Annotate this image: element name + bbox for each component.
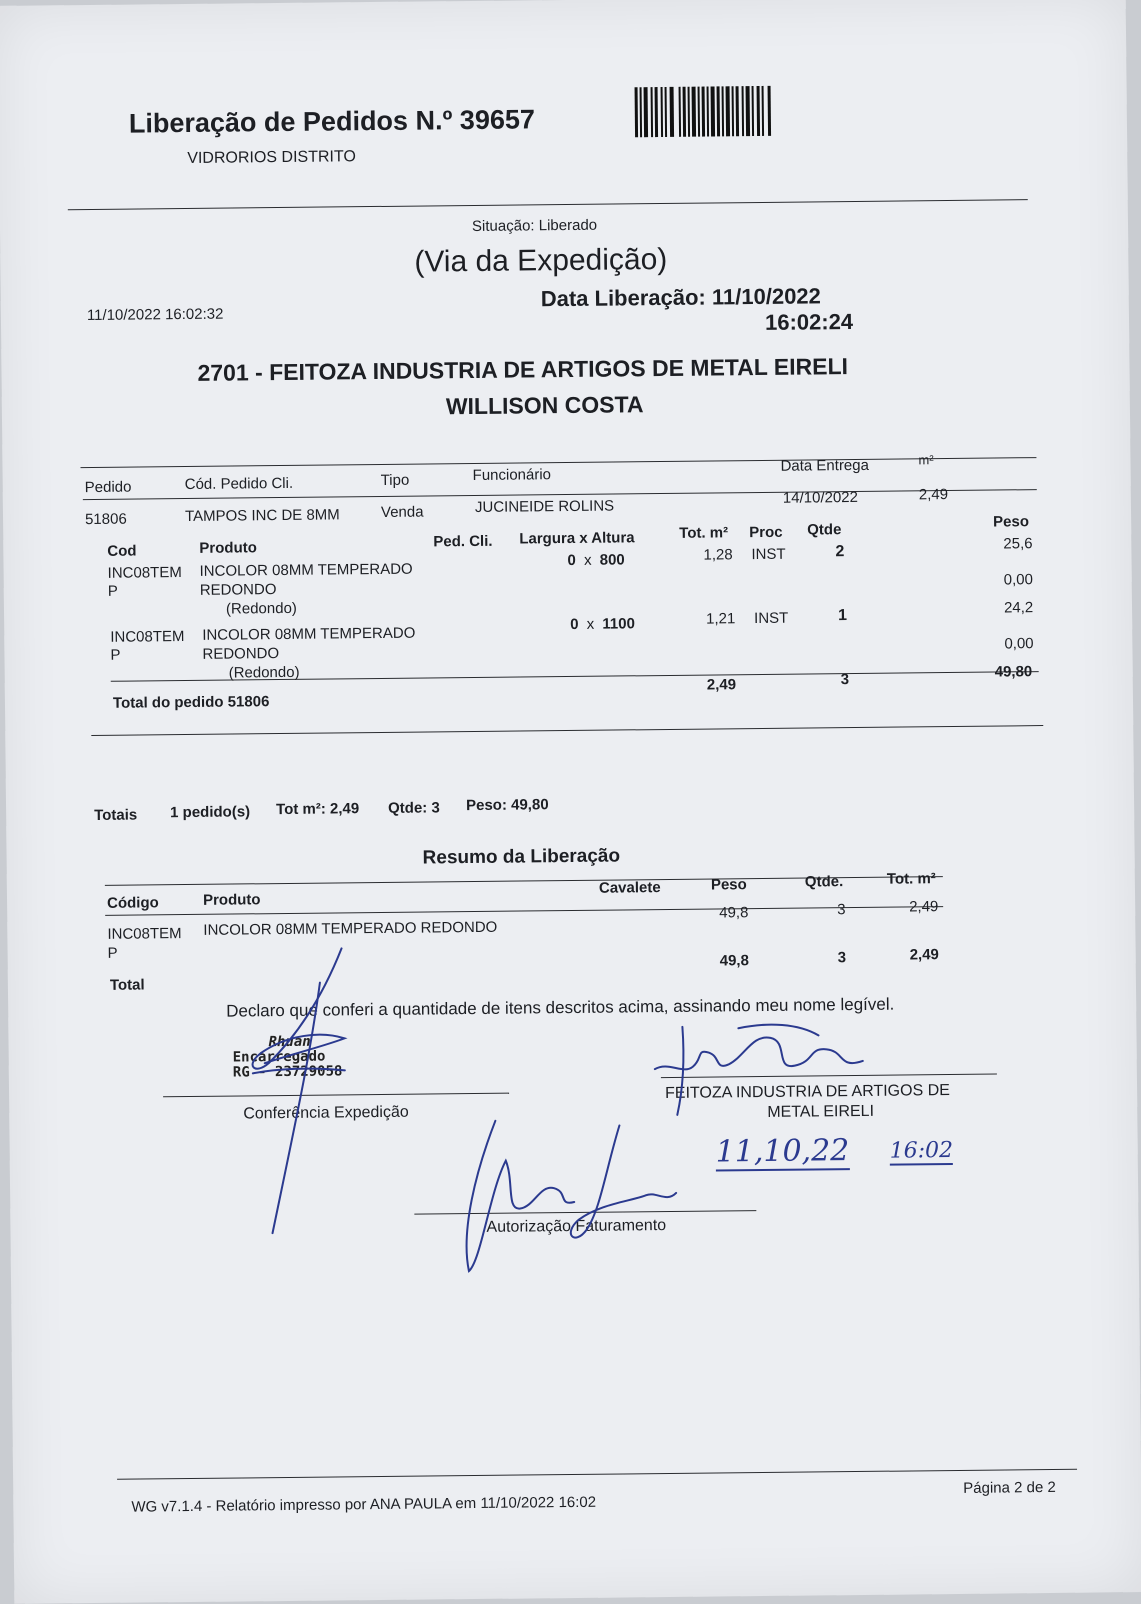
item-altura: 1100 (602, 615, 635, 633)
item-produto-line2: REDONDO (199, 581, 277, 599)
item-col-ped-cli: Ped. Cli. (433, 532, 493, 551)
autorizacao-signature-scribble (449, 1109, 691, 1282)
item-produto-line2: REDONDO (202, 645, 280, 663)
item-qtde: 1 (838, 607, 848, 625)
col-tipo: Tipo (380, 471, 410, 489)
summary-col-cavalete: Cavalete (598, 879, 661, 897)
order-pedido: 51806 (84, 510, 127, 529)
item-col-cod: Cod (107, 542, 137, 560)
handwritten-date: 11,10,22 (715, 1133, 850, 1170)
summary-codigo-line1: INC08TEM (107, 925, 182, 943)
item-proc: INST (754, 609, 789, 628)
order-m2: 2,49 (918, 486, 949, 504)
item-proc: INST (751, 545, 786, 564)
summary-peso: 49,8 (719, 904, 749, 922)
item-cod (110, 628, 185, 665)
totals-tot-m2: Tot m²: 2,49 (276, 800, 360, 819)
barcode (635, 86, 806, 138)
summary-col-tot-m2: Tot. m² (886, 870, 936, 888)
item-col-peso: Peso (993, 513, 1030, 531)
item-col-tot-m2: Tot. m² (679, 524, 729, 542)
via-title: (Via da Expedição) (414, 242, 668, 279)
order-data-entrega: 14/10/2022 (782, 488, 859, 507)
company-label-line1: FEITOZA INDUSTRIA DE ARTIGOS DE (665, 1082, 950, 1103)
company-subtitle: VIDRORIOS DISTRITO (187, 148, 356, 167)
col-funcionario: Funcionário (472, 466, 552, 485)
status-text: Situação: Liberado (471, 216, 598, 235)
summary-total-label: Total (109, 976, 145, 994)
autorizacao-label: Autorização Faturamento (486, 1217, 667, 1236)
totals-pedidos: 1 pedido(s) (170, 803, 251, 822)
order-top-rule (80, 457, 1036, 468)
summary-produto: INCOLOR 08MM TEMPERADO REDONDO (203, 918, 498, 939)
item-produto (199, 560, 413, 619)
order-total-label: Total do pedido 51806 (112, 693, 270, 712)
item-largura: 0 (567, 551, 576, 570)
summary-col-produto: Produto (202, 891, 261, 909)
stamp-role: Encarregado (232, 1048, 326, 1066)
summary-codigo-line2: P (107, 944, 118, 962)
release-date (541, 283, 821, 312)
col-data-entrega: Data Entrega (780, 456, 870, 475)
summary-tot-m2: 2,49 (909, 898, 939, 916)
item-cod-line1: INC08TEM (110, 628, 185, 646)
item-peso-sub: 0,00 (1004, 635, 1034, 653)
col-m2: m² (918, 452, 934, 468)
item-col-produto: Produto (199, 539, 257, 557)
item-cod-line2: P (107, 582, 118, 600)
summary-codigo (107, 924, 182, 963)
stamp-rg: RG - 23729058 (232, 1063, 343, 1081)
item-altura: 800 (599, 551, 625, 569)
summary-qtde: 3 (837, 901, 846, 919)
handwritten-time: 16:02 (889, 1138, 954, 1164)
item-produto (202, 624, 416, 683)
item-cod (108, 564, 183, 601)
order-bottom-rule (91, 725, 1043, 736)
item-dimensions (570, 615, 635, 633)
summary-total-qtde: 3 (837, 949, 847, 967)
item-dimensions (567, 551, 624, 569)
col-pedido: Pedido (84, 478, 132, 497)
totals-peso: Peso: 49,80 (465, 796, 549, 815)
summary-total-peso: 49,8 (719, 952, 749, 970)
item-produto-line1: INCOLOR 08MM TEMPERADO (199, 560, 413, 580)
footer-page-number: Página 2 de 2 (963, 1478, 1056, 1497)
conferencia-signature-scribble (223, 942, 386, 1244)
client-name: 2701 - FEITOZA INDUSTRIA DE ARTIGOS DE METAL EIRELI (197, 353, 849, 386)
item-peso-sub: 0,00 (1003, 571, 1034, 589)
release-date-value: 11/10/2022 (711, 283, 821, 310)
order-cod-pedido-cli: TAMPOS INC DE 8MM (184, 506, 340, 526)
item-peso: 24,2 (1003, 599, 1034, 617)
totals-label: Totais (94, 806, 138, 824)
order-total-qtde: 3 (840, 671, 850, 689)
order-total-tot-m2: 2,49 (706, 676, 737, 694)
release-time: 16:02:24 (764, 309, 854, 335)
item-tot-m2: 1,21 (706, 610, 736, 628)
item-produto-line1: INCOLOR 08MM TEMPERADO (202, 624, 416, 644)
item-col-largura-altura: Largura x Altura (519, 529, 635, 548)
item-qtde: 2 (835, 543, 845, 561)
release-label: Data Liberação: (540, 284, 706, 312)
item-col-proc: Proc (749, 523, 783, 542)
stamp-name: Rhuan (268, 1033, 311, 1051)
summary-col-codigo: Código (106, 894, 159, 912)
footer-printed-by: WG v7.1.4 - Relatório impresso por ANA PAULA em 11/10/2022 16:02 (131, 1493, 597, 1516)
item-tot-m2: 1,28 (703, 546, 733, 564)
col-cod-pedido-cli: Cód. Pedido Cli. (184, 474, 294, 494)
order-tipo: Venda (380, 503, 424, 521)
order-funcionario: JUCINEIDE ROLINS (474, 497, 615, 516)
client-contact: WILLISON COSTA (445, 391, 644, 420)
item-produto-sub: (Redondo) (225, 599, 297, 618)
item-cod-line1: INC08TEM (107, 564, 182, 582)
item-dim-sep: x (583, 551, 592, 569)
item-largura: 0 (570, 615, 579, 633)
footer-rule (117, 1469, 1077, 1480)
summary-col-peso: Peso (710, 876, 747, 894)
company-label-line2: METAL EIRELI (767, 1102, 875, 1121)
header-rule (68, 199, 1028, 210)
order-total-peso: 49,80 (994, 663, 1033, 681)
item-col-qtde: Qtde (807, 521, 842, 539)
item-cod-line2: P (110, 646, 121, 664)
item-produto-sub: (Redondo) (228, 663, 300, 682)
conferencia-label: Conferência Expedição (243, 1103, 409, 1123)
summary-total-tot-m2: 2,49 (909, 946, 939, 964)
item-peso: 25,6 (1003, 535, 1033, 553)
totals-qtde: Qtde: 3 (387, 799, 440, 817)
declaration-text: Declaro que conferi a quantidade de itens descritos acima, assinando meu nome legível. (226, 994, 895, 1021)
item-dim-sep: x (586, 615, 595, 633)
print-datetime: 11/10/2022 16:02:32 (86, 305, 224, 325)
summary-title: Resumo da Liberação (422, 845, 621, 869)
summary-col-qtde: Qtde. (804, 873, 844, 891)
document-title: Liberação de Pedidos N.º 39657 (128, 104, 536, 139)
